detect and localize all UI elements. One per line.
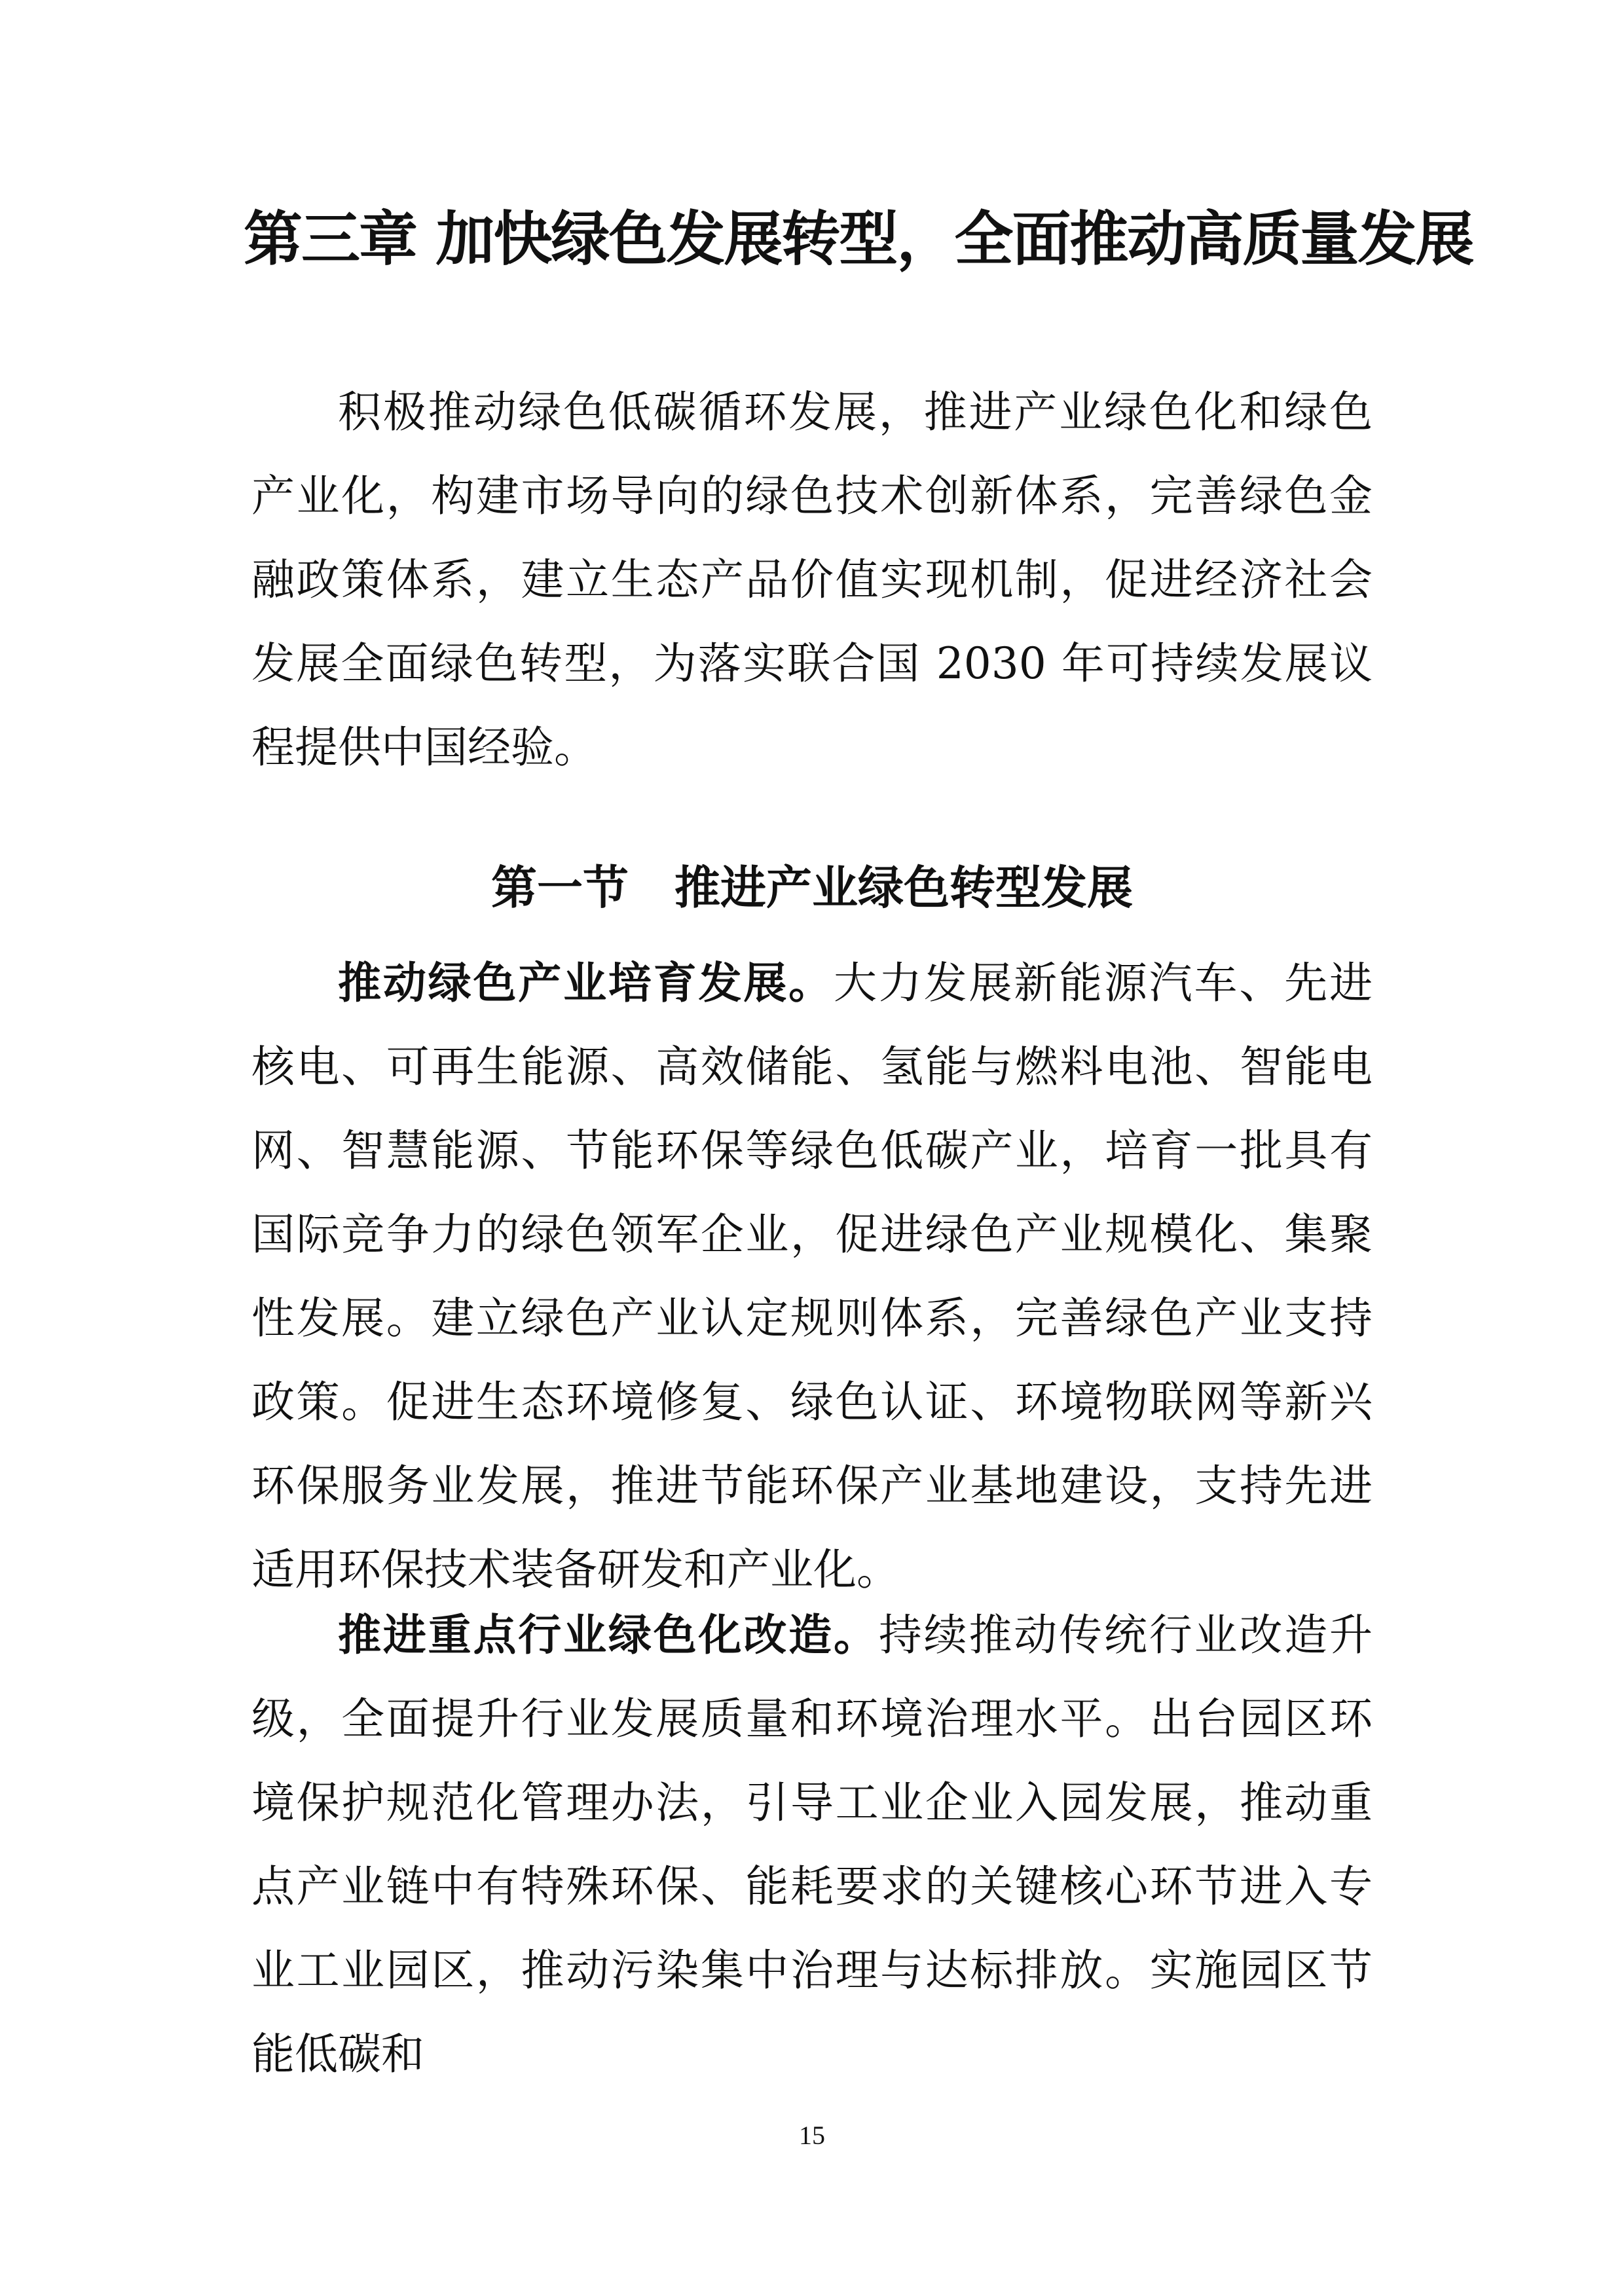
paragraph-text: 大力发展新能源汽车、先进核电、可再生能源、高效储能、氢能与燃料电池、智能电网、智慧能源、节能环保等绿色低碳产业，培育一批具有国际竞争力的绿色领军企业，促进绿色产业规模化、集聚性发展。建立绿色产业认定规则体系，完善绿色产业支持政策。促进生态环境修复、绿色认证、环境物联网等新兴环保服务业发展，推进节能环保产业基地建设，支持先进适用环保技术装备研发和产业化。 <box>251 958 1373 1595</box>
paragraph-green-industry <box>251 941 1373 1612</box>
intro-paragraph: 积极推动绿色低碳循环发展，推进产业绿色化和绿色产业化，构建市场导向的绿色技术创新体系，完善绿色金融政策体系，建立生态产品价值实现机制，促进经济社会发展全面绿色转型，为落实联合国 2030 年可持续发展议程提供中国经验。 <box>251 387 1373 773</box>
section-title: 第一节 推进产业绿色转型发展 <box>491 860 1133 915</box>
chapter-title: 第三章 加快绿色发展转型，全面推动高质量发展 <box>244 205 1473 274</box>
page-number: 15 <box>799 2121 825 2150</box>
paragraph-lead: 推动绿色产业培育发展。 <box>338 958 834 1008</box>
paragraph-lead: 推进重点行业绿色化改造。 <box>338 1610 879 1660</box>
paragraph-text: 持续推动传统行业改造升级，全面提升行业发展质量和环境治理水平。出台园区环境保护规范化管理办法，引导工业企业入园发展，推动重点产业链中有特殊环保、能耗要求的关键核心环节进入专业工业园区，推动污染集中治理与达标排放。实施园区节能低碳和 <box>251 1610 1373 2079</box>
paragraph-industry-upgrade <box>251 1594 1373 2096</box>
